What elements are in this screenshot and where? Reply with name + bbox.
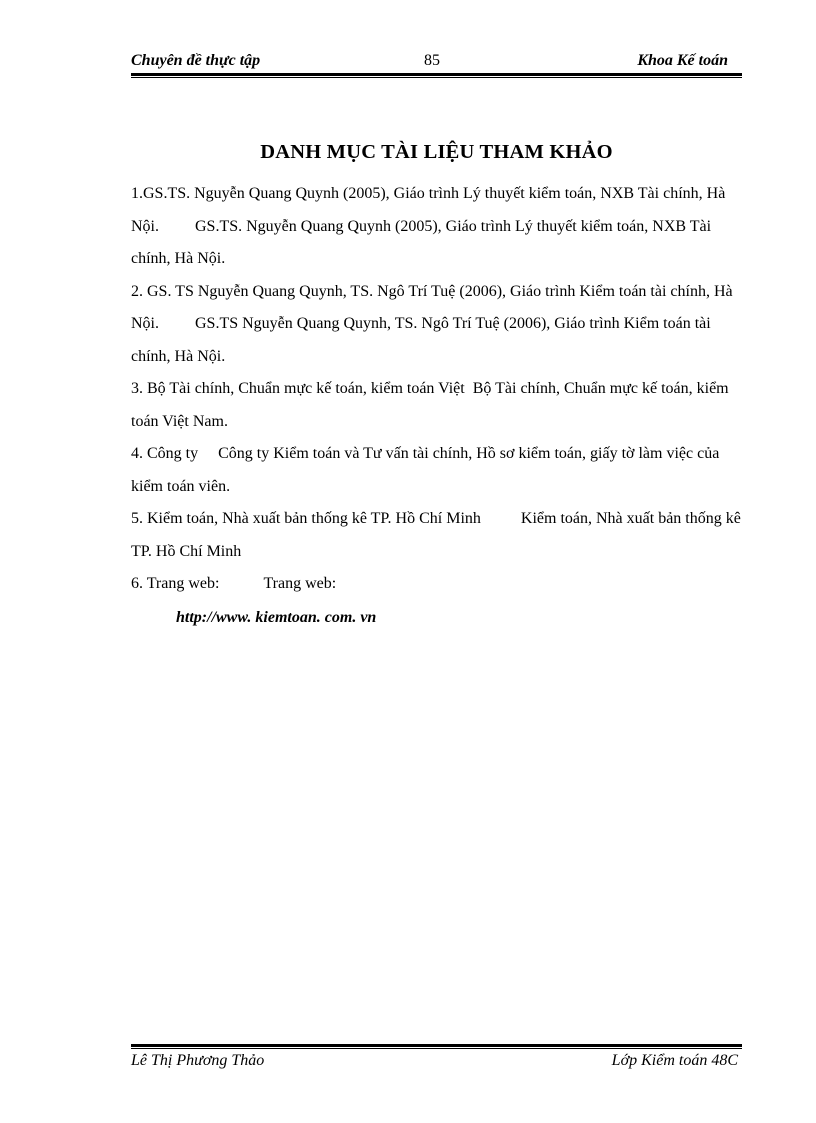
reference-text: 1.GS.TS. Nguyễn Quang Quynh (2005), Giáo trình Lý thuyết kiểm toán, NXB Tài chính, Hà Nội. — [131, 185, 726, 235]
reference-text: 4. Công ty — [131, 445, 199, 462]
reference-text: 2. GS. TS Nguyễn Quang Quynh, TS. Ngô Trí Tuệ (2006), Giáo trình Kiểm toán tài chính, Hà Nội. — [131, 282, 733, 332]
reference-text: 5. Kiểm toán, Nhà xuất bản thống kê TP. Hồ Chí Minh — [131, 510, 481, 527]
header-department: Khoa Kế toán — [637, 52, 728, 69]
footer-class: Lớp Kiểm toán 48C — [611, 1052, 738, 1069]
reference-item-3 — [131, 373, 742, 438]
page-title: DANH MỤC TÀI LIỆU THAM KHẢO — [260, 141, 613, 163]
reference-text-repeat: GS.TS Nguyễn Quang Quynh, TS. Ngô Trí Tuệ (2006), Giáo trình Kiểm toán tài chính, Hà Nội. — [131, 315, 711, 365]
reference-text-repeat: Kiểm toán, Nhà xuất bản thống kê TP. Hồ Chí Minh — [131, 510, 741, 560]
website-link[interactable]: http://www. kiemtoan. com. vn — [176, 609, 377, 626]
header-divider — [131, 73, 742, 78]
reference-text-repeat: Trang web: — [263, 575, 337, 592]
reference-item-1 — [131, 178, 742, 276]
reference-text-repeat: Công ty Kiểm toán và Tư vấn tài chính, Hồ sơ kiểm toán, giấy tờ làm việc của kiểm toán viên. — [131, 445, 720, 495]
reference-item-2 — [131, 276, 742, 374]
page-number: 85 — [424, 52, 440, 69]
reference-text-repeat: GS.TS. Nguyễn Quang Quynh (2005), Giáo trình Lý thuyết kiểm toán, NXB Tài chính, Hà Nội. — [131, 217, 712, 267]
reference-text: 6. Trang web: — [131, 575, 220, 592]
reference-item-5 — [131, 503, 742, 568]
header-report-type: Chuyên đề thực tập — [131, 52, 261, 69]
reference-item-6 — [131, 568, 742, 601]
reference-list — [131, 178, 742, 601]
reference-item-4 — [131, 438, 742, 503]
footer-author: Lê Thị Phương Thảo — [131, 1052, 265, 1069]
reference-text-repeat: Bộ Tài chính, Chuẩn mực kế toán, kiểm toán Việt Nam. — [131, 380, 729, 430]
footer-divider — [131, 1044, 742, 1049]
reference-text: 3. Bộ Tài chính, Chuẩn mực kế toán, kiểm toán Việt — [131, 380, 465, 397]
